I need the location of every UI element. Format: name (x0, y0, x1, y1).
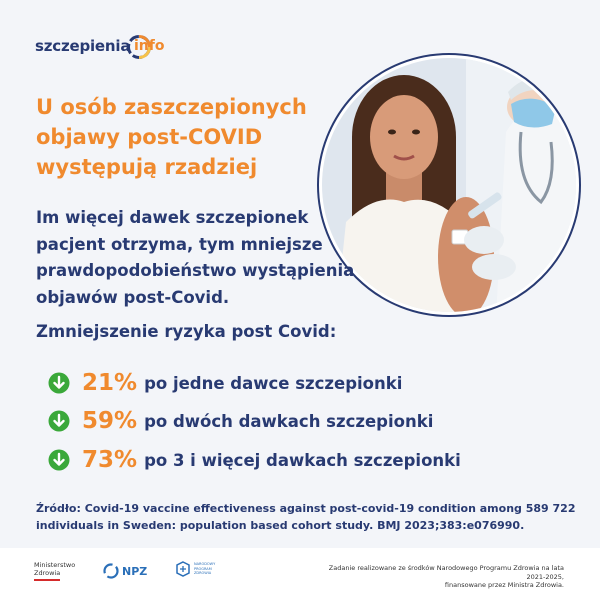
funding-notice (314, 564, 564, 590)
headline-line: objawy post-COVID (36, 125, 263, 149)
funding-line: finansowane przez Ministra Zdrowia. (444, 581, 564, 589)
npz-program-line: NARODOWY (194, 562, 216, 567)
npz-program-line: PROGRAM (194, 566, 212, 571)
source-citation (36, 500, 576, 534)
stat-row (48, 406, 433, 436)
footer (0, 548, 600, 591)
intro-line: Im więcej dawek szczepionek (36, 208, 309, 227)
npz-swirl-icon (103, 563, 119, 579)
headline-line: występują rzadziej (36, 155, 258, 179)
stat-text: po 3 i więcej dawkach szczepionki (144, 450, 461, 470)
intro-line: objawów post-Covid. (36, 287, 230, 307)
stat-text: po jedne dawce szczepionki (144, 373, 403, 393)
risk-reduction-heading: Zmniejszenie ryzyka post Covid: (36, 322, 337, 341)
npz-program-line: ZDROWIA (194, 571, 212, 576)
brand-name: szczepienia (35, 37, 131, 55)
stat-percent: 21% (82, 370, 138, 396)
headline (36, 92, 336, 182)
ministry-flag-bar (34, 579, 60, 581)
stat-percent: 59% (82, 408, 138, 434)
intro-line: prawdopodobieństwo wystąpienia (36, 261, 355, 280)
arrow-down-circle-icon (48, 410, 70, 432)
npz-program-icon (176, 561, 190, 577)
ministry-name-line: Ministerstwo (34, 561, 76, 569)
intro-paragraph (36, 205, 416, 311)
stat-row (48, 368, 402, 398)
headline-line: U osób zaszczepionych (36, 95, 307, 119)
ministry-name-line: Zdrowia (34, 569, 61, 577)
stat-percent: 73% (82, 447, 138, 473)
arrow-down-circle-icon (48, 449, 70, 471)
brand-suffix: info (134, 38, 165, 54)
source-line: Źródło: Covid-19 vaccine effectiveness against post-covid-19 condition among 589 722 (36, 502, 576, 515)
npz-logo (103, 563, 147, 579)
ministry-logo (34, 561, 75, 577)
source-line: individuals in Sweden: population based cohort study. BMJ 2023;383:e076990. (36, 519, 525, 532)
stat-text: po dwóch dawkach szczepionki (144, 411, 434, 431)
stat-row (48, 445, 461, 475)
npz-program-logo (176, 561, 215, 577)
funding-line: Zadanie realizowane ze środków Narodowego Programu Zdrowia na lata 2021-2025, (328, 564, 564, 581)
arrow-down-circle-icon (48, 372, 70, 394)
npz-label: NPZ (122, 564, 148, 578)
intro-line: pacjent otrzyma, tym mniejsze (36, 234, 323, 254)
